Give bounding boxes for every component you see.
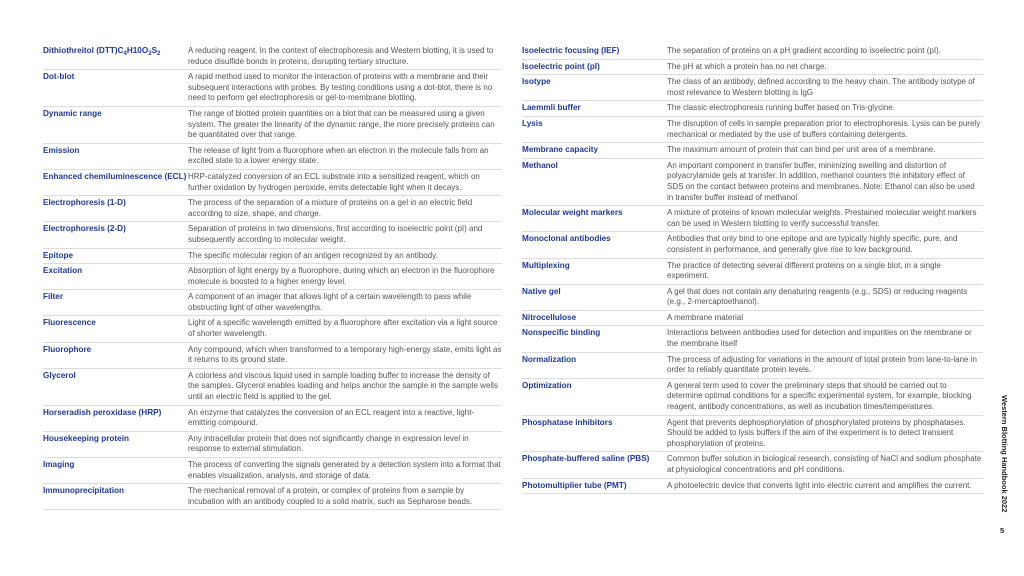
glossary-term: Native gel	[522, 286, 561, 296]
glossary-term: Emission	[43, 145, 80, 155]
glossary-definition: The pH at which a protein has no net charge.	[667, 61, 827, 71]
glossary-term: Glycerol	[43, 370, 76, 380]
glossary-definition: The class of an antibody, defined according to the heavy chain. The antibody isotype of most relevance to Western blotting is IgG	[667, 77, 975, 97]
glossary-entry	[522, 206, 983, 232]
glossary-term: Enhanced chemiluminescence (ECL)	[43, 171, 187, 181]
glossary-entry	[522, 159, 983, 206]
glossary-right-column	[522, 44, 983, 494]
glossary-entry	[522, 117, 983, 143]
glossary-definition: A membrane material	[667, 312, 744, 322]
glossary-definition: A mixture of proteins of known molecular weights. Prestained molecular weight markers can be used in Western blotting to verify successful transfer.	[667, 208, 977, 228]
glossary-term: Nonspecific binding	[522, 328, 601, 338]
page-number: 5	[1000, 526, 1005, 535]
glossary-definition: The practice of detecting several different proteins on a single blot, in a single experiment.	[667, 260, 941, 281]
term-text: S	[151, 46, 158, 55]
glossary-entry	[43, 222, 502, 248]
glossary-term	[43, 45, 188, 67]
glossary-definition: A colorless and viscous liquid used in sample loading buffer to increase the density of the samples. Glycerol enables loading and helps anchor the sample in the sample wells until an electric field is applied to the gel.	[188, 370, 498, 402]
glossary-definition: A general term used to cover the preliminary steps that should be carried out to determine optimal conditions for a specific experimental system, for example, blocking reagent, antibody concentrations, as well as incubation times/temperatures.	[667, 380, 972, 412]
glossary-term: Electrophoresis (1-D)	[43, 198, 126, 208]
glossary-definition: The process of converting the signals generated by a detection system into a format that enables visualization, analysis, and storage of data.	[188, 460, 501, 480]
glossary-definition: Separation of proteins in two dimensions, first according to isoelectric point (pI) and subsequently according to molecular weight.	[188, 224, 483, 244]
glossary-definition: The classic electrophoresis running buffer based on Tris-glycine.	[667, 103, 895, 113]
glossary-term: Laemmli buffer	[522, 103, 581, 113]
glossary-entry	[522, 44, 983, 60]
glossary-entry	[522, 379, 983, 416]
glossary-definition: Absorption of light energy by a fluorophore, during which an electron in the fluorophore molecule is boosted to a higher energy level.	[188, 266, 495, 286]
glossary-entry	[522, 143, 983, 159]
glossary-entry	[522, 75, 983, 101]
glossary-term: Lysis	[522, 118, 543, 128]
glossary-entry	[43, 343, 502, 369]
glossary-term: Methanol	[522, 160, 558, 170]
glossary-entry	[522, 416, 983, 453]
glossary-definition: Interactions between antibodies used for detection and impurities on the membrane or the membrane itself	[667, 328, 972, 349]
glossary-entry	[43, 458, 502, 484]
glossary-entry	[43, 369, 502, 406]
glossary-definition: Any compound, which when transformed to a temporary high-energy state, emits light as it returns to its ground state.	[188, 344, 502, 365]
glossary-entry	[43, 144, 502, 170]
glossary-definition: A gel that does not contain any denaturing reagents (e.g., SDS) or reducing reagents (e.g., 2-mercaptoethanol).	[667, 286, 968, 307]
glossary-definition: The specific molecular region of an antigen recognized by an antibody.	[188, 250, 438, 260]
glossary-term: Horseradish peroxidase (HRP)	[43, 407, 162, 417]
glossary-term: Epitope	[43, 250, 74, 260]
glossary-entry	[43, 170, 502, 196]
glossary-entry	[43, 484, 502, 510]
glossary-definition: The process of adjusting for variations in the amount of total protein from lane-to-lane in order to reliably quantitate protein levels.	[667, 354, 977, 375]
glossary-entry	[522, 101, 983, 117]
glossary-entry	[522, 479, 983, 495]
term-text: Dithiothreitol (DTT)C	[43, 46, 124, 55]
glossary-term: Membrane capacity	[522, 145, 598, 155]
glossary-term: Phosphate-buffered saline (PBS)	[522, 454, 650, 464]
term-subscript: 2	[157, 51, 161, 57]
glossary-term: Excitation	[43, 266, 83, 276]
glossary-term: Nitrocellulose	[522, 312, 577, 322]
glossary-entry	[43, 196, 502, 222]
glossary-definition: Common buffer solution in biological research, consisting of NaCl and sodium phosphate at physiological concentrations and pH conditions.	[667, 454, 982, 474]
glossary-term: Fluorophore	[43, 344, 92, 354]
glossary-definition: An enzyme that catalyzes the conversion of an ECL reagent into a reactive, light-emitting compound.	[188, 407, 475, 428]
glossary-definition: Any intracellular protein that does not significantly change in expression level in response to external stimulation.	[188, 433, 469, 454]
glossary-term: Optimization	[522, 380, 572, 390]
glossary-definition: The process of the separation of a mixture of proteins on a gel in an electric field according to size, shape, and charge.	[188, 198, 473, 218]
glossary-definition: The disruption of cells in sample preparation prior to electrophoresis. Lysis can be purely mechanical or mediated by the use of buffers containing detergents.	[667, 118, 981, 139]
glossary-entry	[43, 70, 502, 107]
glossary-entry	[522, 326, 983, 352]
glossary-definition: A rapid method used to monitor the interaction of proteins with a membrane and their subsequent interactions with probes. By testing conditions using a dot-blot, there is no need to perform gel electrophoresis or gel-to-membrane blotting.	[188, 72, 493, 103]
glossary-term: Phosphatase inhibitors	[522, 417, 613, 427]
glossary-entry	[522, 232, 983, 258]
glossary-definition: The maximum amount of protein that can bind per unit area of a membrane.	[667, 145, 936, 155]
glossary-definition: A component of an imager that allows light of a certain wavelength to pass while obstructing light of other wavelengths.	[188, 292, 472, 312]
glossary-term: Molecular weight markers	[522, 208, 623, 218]
glossary-term: Normalization	[522, 354, 577, 364]
glossary-term: Isoelectric focusing (IEF)	[522, 46, 620, 55]
glossary-definition: Light of a specific wavelength emitted by a fluorophore after excitation via a light source of shorter wavelength.	[188, 318, 498, 339]
glossary-term: Immunoprecipitation	[43, 486, 124, 496]
term-subscript: 4	[123, 51, 127, 57]
glossary-entry	[43, 264, 502, 290]
term-subscript: 2	[148, 51, 152, 57]
glossary-entry	[522, 60, 983, 76]
glossary-definition: The range of blotted protein quantities on a blot that can be measured using a given system. The greater the linearity of the dynamic range, the more precisely proteins can be quantitated over that range.	[188, 108, 495, 140]
glossary-entry	[43, 406, 502, 432]
glossary-term: Imaging	[43, 460, 75, 469]
glossary-entry	[522, 285, 983, 311]
glossary-term: Isotype	[522, 77, 551, 87]
handbook-title: Western Blotting Handbook 2022	[1000, 395, 1009, 513]
glossary-entry	[43, 249, 502, 265]
glossary-term: Photomultiplier tube (PMT)	[522, 480, 627, 490]
glossary-term: Isoelectric point (pI)	[522, 61, 600, 71]
term-text: H10O	[126, 46, 149, 55]
glossary-definition: The release of light from a fluorophore when an electron in the molecule falls from an excited state to a lower energy state.	[188, 145, 489, 166]
glossary-entry	[43, 107, 502, 144]
glossary-definition: An important component in transfer buffer, minimizing swelling and distortion of polyacrylamide gels at transfer. In addition, methanol counters the inhibitory effect of SDS on the contact between proteins and membranes. Note: Ethanol can also be used in transfer buffer instead of methanol	[667, 160, 975, 202]
glossary-term: Fluorescence	[43, 318, 96, 328]
glossary-definition: The separation of proteins on a pH gradient according to isoelectric point (pI).	[667, 46, 941, 55]
glossary-definition: Agent that prevents dephosphorylation of phosphorylated proteins by phosphatases. Should be added to lysis buffers if the aim of the experiment is to detect transient phosphorylation of proteins.	[667, 417, 966, 448]
glossary-term: Filter	[43, 292, 64, 302]
glossary-term: Multiplexing	[522, 260, 570, 270]
glossary-definition: A photoelectric device that converts light into electric current and amplifies the current.	[667, 480, 972, 490]
glossary-term: Housekeeping protein	[43, 433, 129, 443]
glossary-left-column	[43, 44, 502, 510]
glossary-definition: HRP-catalyzed conversion of an ECL substrate into a sensitized reagent, which on further oxidation by hydrogen peroxide, emits detectable light when it decays.	[188, 171, 480, 192]
glossary-entry	[43, 432, 502, 458]
glossary-term: Dynamic range	[43, 108, 102, 118]
glossary-entry	[522, 353, 983, 379]
glossary-entry	[43, 44, 502, 70]
glossary-entry	[522, 311, 983, 327]
glossary-entry	[43, 290, 502, 316]
glossary-entry	[522, 259, 983, 285]
glossary-definition: The mechanical removal of a protein, or complex of proteins from a sample by incubation with an antibody coupled to a solid matrix, such as Sepharose beads.	[188, 486, 473, 506]
glossary-entry	[43, 316, 502, 342]
glossary-entry	[522, 452, 983, 478]
glossary-definition: A reducing reagent. In the context of electrophoresis and Western blotting, it is used to reduce disulfide bonds in proteins, disrupting tertiary structure.	[188, 46, 494, 66]
glossary-definition: Antibodies that only bind to one epitope and are typically highly specific, pure, and consistent in performance, and generally give rise to low background.	[667, 234, 958, 254]
glossary-term: Dot-blot	[43, 72, 75, 82]
glossary-term: Monoclonal antibodies	[522, 234, 611, 244]
glossary-term: Electrophoresis (2-D)	[43, 224, 126, 234]
